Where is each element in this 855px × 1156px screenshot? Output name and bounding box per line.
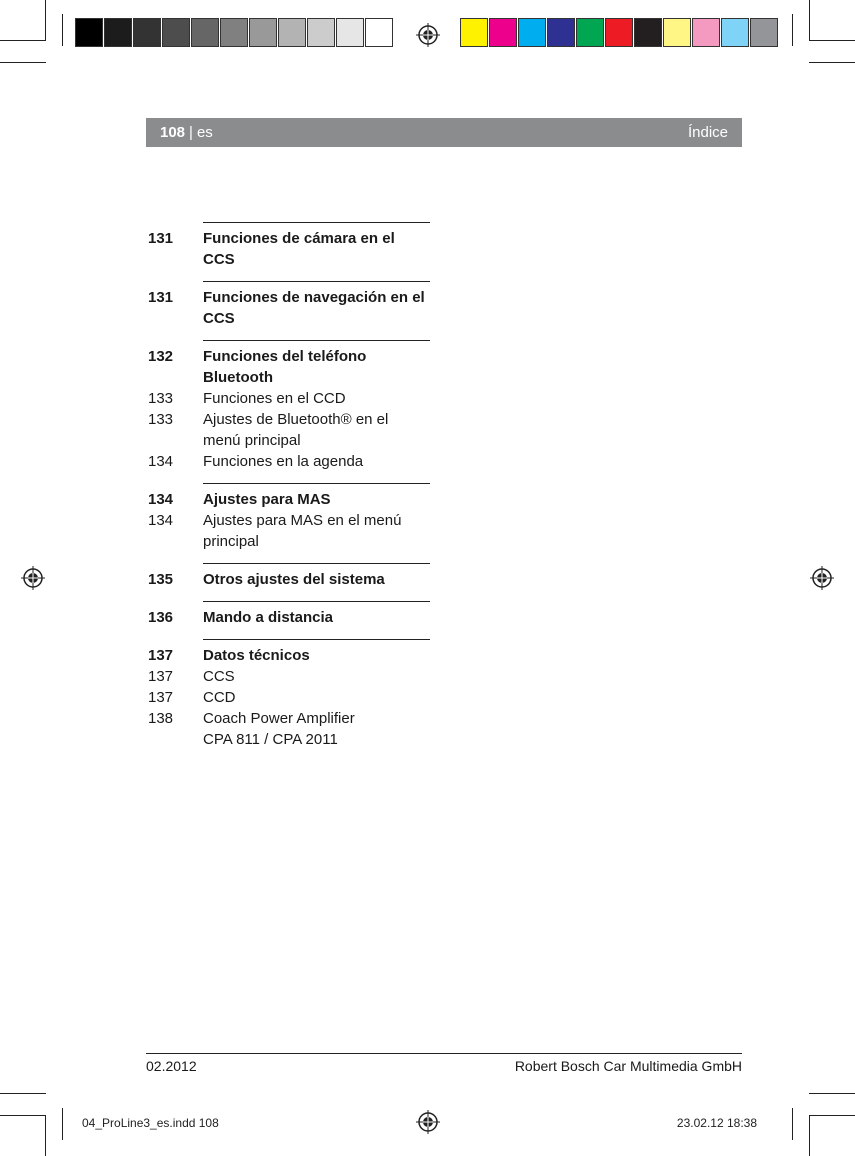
registration-mark-icon — [416, 23, 440, 47]
registration-mark-icon — [810, 566, 834, 590]
slug-filename: 04_ProLine3_es.indd 108 — [82, 1116, 219, 1130]
color-swatch — [220, 18, 248, 47]
toc-section — [148, 563, 430, 601]
slug-timestamp: 23.02.12 18:38 — [676, 1116, 757, 1130]
color-swatch — [518, 18, 546, 47]
color-swatch — [104, 18, 132, 47]
color-swatch — [634, 18, 662, 47]
page-number: 108 — [160, 124, 186, 141]
crop-mark — [809, 1115, 810, 1156]
crop-mark — [809, 62, 855, 63]
toc-page-number: 131 — [148, 230, 174, 247]
color-swatch — [249, 18, 277, 47]
toc-heading — [148, 287, 430, 329]
toc-section — [148, 281, 430, 340]
crop-mark — [809, 0, 810, 40]
footer-divider — [146, 1053, 742, 1054]
crop-mark — [0, 40, 46, 41]
toc-heading — [148, 645, 430, 666]
table-of-contents — [148, 222, 430, 761]
section-title: Índice — [687, 124, 728, 141]
toc-entry-text: Funciones del teléfono Bluetooth — [203, 348, 367, 386]
crop-mark — [792, 14, 793, 46]
color-swatch — [721, 18, 749, 47]
toc-entry-text: Otros ajustes del sistema — [203, 571, 385, 588]
toc-heading — [148, 228, 430, 270]
toc-entry — [148, 409, 430, 451]
toc-entry-text: Funciones en la agenda — [203, 453, 364, 470]
crop-mark — [809, 40, 855, 41]
toc-entry — [148, 510, 430, 552]
toc-entry-text: Ajustes de Bluetooth® en el menú principal — [203, 411, 389, 449]
toc-entry — [148, 687, 430, 708]
color-swatch — [365, 18, 393, 47]
crop-mark — [0, 62, 46, 63]
header-separator: | — [189, 124, 193, 141]
toc-entry-text: Funciones de navegación en el CCS — [203, 289, 425, 327]
color-swatch — [278, 18, 306, 47]
toc-heading — [148, 489, 430, 510]
crop-mark — [792, 1108, 793, 1140]
crop-mark — [62, 14, 63, 46]
toc-entry-text: Coach Power Amplifier CPA 811 / CPA 2011 — [203, 710, 355, 748]
color-swatch — [692, 18, 720, 47]
page-header — [146, 118, 742, 147]
color-swatch — [133, 18, 161, 47]
toc-section — [148, 601, 430, 639]
toc-section — [148, 222, 430, 281]
language-code: es — [196, 124, 213, 141]
toc-page-number: 136 — [148, 609, 174, 626]
color-swatch — [460, 18, 488, 47]
toc-page-number: 132 — [148, 348, 174, 365]
footer-company: Robert Bosch Car Multimedia GmbH — [514, 1058, 742, 1074]
toc-page-number: 134 — [148, 512, 174, 529]
toc-page-number: 131 — [148, 289, 174, 306]
toc-entry-text: CCD — [203, 689, 236, 706]
gray-color-bar — [75, 18, 394, 47]
toc-entry-text: CCS — [203, 668, 235, 685]
color-swatch — [162, 18, 190, 47]
color-swatch — [191, 18, 219, 47]
toc-entry-text: Funciones de cámara en el CCS — [203, 230, 395, 268]
toc-entry-text: Funciones en el CCD — [203, 390, 346, 407]
toc-page-number: 137 — [148, 647, 174, 664]
color-swatch — [663, 18, 691, 47]
toc-page-number: 133 — [148, 411, 174, 428]
toc-entry — [148, 708, 430, 750]
toc-entry-text: Ajustes para MAS — [203, 491, 331, 508]
toc-heading — [148, 607, 430, 628]
crop-mark — [809, 1115, 855, 1116]
color-swatch — [307, 18, 335, 47]
toc-page-number: 135 — [148, 571, 174, 588]
toc-section — [148, 639, 430, 761]
crop-mark — [45, 0, 46, 40]
toc-page-number: 133 — [148, 390, 174, 407]
registration-mark-icon — [416, 1110, 440, 1134]
toc-page-number: 134 — [148, 453, 174, 470]
toc-entry-text: Ajustes para MAS en el menú principal — [203, 512, 402, 550]
color-swatch — [750, 18, 778, 47]
color-swatch — [75, 18, 103, 47]
toc-entry — [148, 388, 430, 409]
process-color-bar — [460, 18, 779, 47]
toc-page-number: 134 — [148, 491, 174, 508]
toc-section — [148, 340, 430, 483]
crop-mark — [62, 1108, 63, 1140]
toc-entry — [148, 451, 430, 472]
crop-mark — [0, 1093, 46, 1094]
toc-heading — [148, 346, 430, 388]
toc-page-number: 138 — [148, 710, 174, 727]
footer-date: 02.2012 — [146, 1058, 197, 1074]
color-swatch — [336, 18, 364, 47]
toc-page-number: 137 — [148, 668, 174, 685]
color-swatch — [605, 18, 633, 47]
registration-mark-icon — [21, 566, 45, 590]
crop-mark — [0, 1115, 46, 1116]
color-swatch — [576, 18, 604, 47]
toc-entry-text: Mando a distancia — [203, 609, 334, 626]
toc-page-number: 137 — [148, 689, 174, 706]
crop-mark — [45, 1115, 46, 1156]
color-swatch — [547, 18, 575, 47]
crop-mark — [809, 1093, 855, 1094]
color-swatch — [489, 18, 517, 47]
toc-entry-text: Datos técnicos — [203, 647, 310, 664]
toc-section — [148, 483, 430, 563]
toc-heading — [148, 569, 430, 590]
toc-entry — [148, 666, 430, 687]
